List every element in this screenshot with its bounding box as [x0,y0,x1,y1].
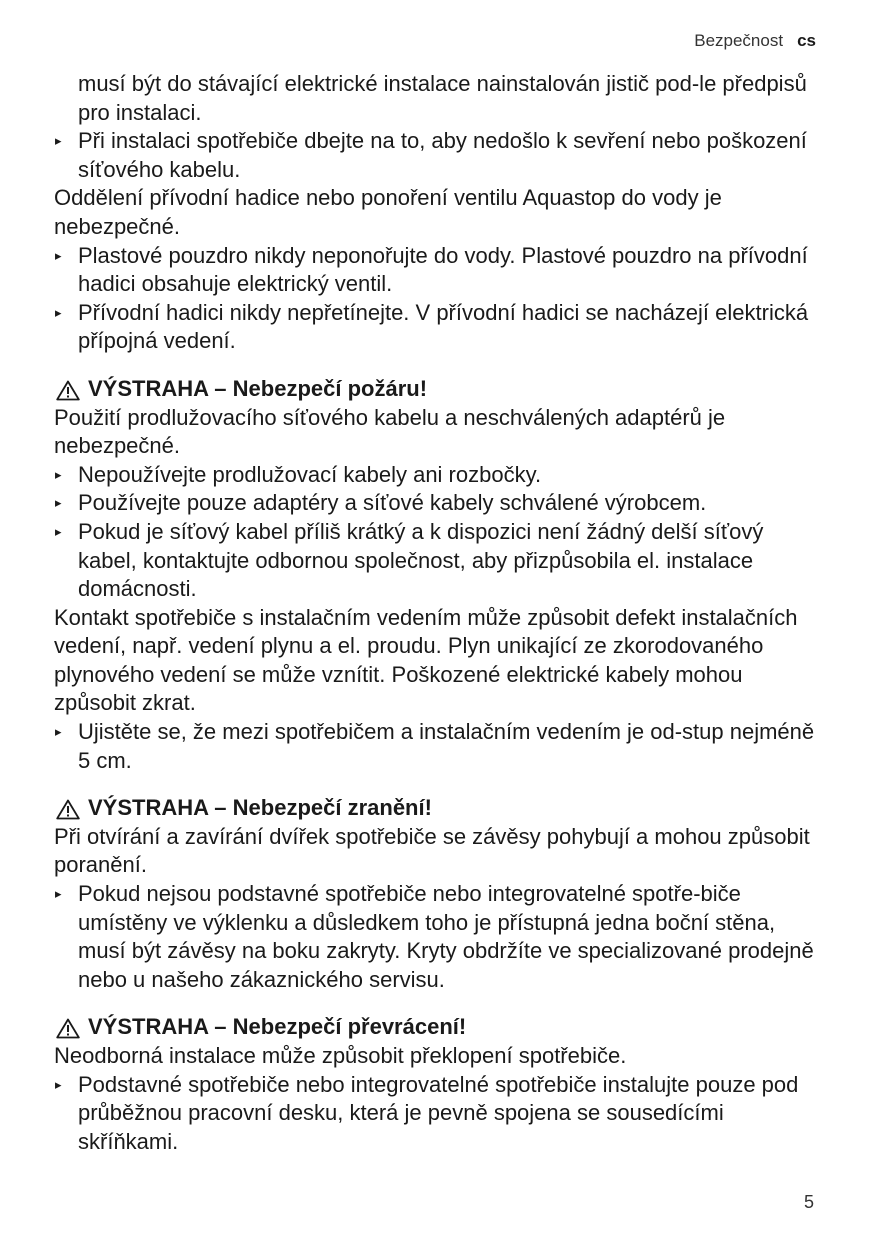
warning-heading-injury [54,794,824,823]
warning-triangle-icon [56,380,80,401]
paragraph: Použití prodlužovacího síťového kabelu a neschválených adaptérů je nebezpečné. [54,404,726,459]
list-item-text: Podstavné spotřebiče nebo integrovatelné spotřebiče instalujte pouze pod průběžnou pracovní desku, která je pevně spojena se sousedícími skříňkami. [78,1071,799,1154]
section-title: Bezpečnost [694,31,784,50]
page-content [54,70,824,1156]
list-item [54,718,824,775]
bullet-marker: ▸ [55,495,62,511]
warning-heading-tipping [54,1013,824,1042]
list-item-text: Pokud je síťový kabel příliš krátký a k dispozici není žádný delší síťový kabel, kontaktujte odbornou společnost, aby přizpůsobila el. instalace domácnosti. [78,518,764,602]
bullet-marker: ▸ [55,466,62,482]
warning-title: VÝSTRAHA – Nebezpečí převrácení! [88,1014,467,1040]
list-item [54,518,824,604]
warning-triangle-icon [56,799,80,820]
list-item-text: Při instalaci spotřebiče dbejte na to, aby nedošlo k sevření nebo poškození síťového kabelu. [78,128,807,182]
list-item [54,489,824,518]
bullet-marker: ▸ [55,133,62,149]
list-item [54,1071,824,1157]
list-item-text: Nepoužívejte prodlužovací kabely ani rozbočky. [78,461,542,487]
page-number: 5 [803,1192,814,1212]
paragraph: Neodborná instalace může způsobit překlopení spotřebiče. [54,1043,627,1068]
paragraph: Kontakt spotřebiče s instalačním vedením může způsobit defekt instalačních vedení, např. vedení plynu a el. proudu. Plyn unikající ze zkorodovaného plynového vedení se může vznítit. Poškozené elektrické kabely mohou způsobit zkrat. [54,604,798,716]
list-item-text: Ujistěte se, že mezi spotřebičem a instalačním vedením je od-stup nejméně 5 cm. [78,719,815,773]
warning-title: VÝSTRAHA – Nebezpečí požáru! [88,375,428,401]
bullet-marker: ▸ [55,724,62,740]
list-item-text: Plastové pouzdro nikdy neponořujte do vody. Plastové pouzdro na přívodní hadici obsahuje elektrický ventil. [78,242,808,297]
paragraph: Při otvírání a zavírání dvířek spotřebiče se závěsy pohybují a mohou způsobit poranění. [54,823,810,878]
bullet-marker: ▸ [55,304,62,320]
list-item [54,127,824,184]
list-item-text: Používejte pouze adaptéry a síťové kabely schválené výrobcem. [78,490,707,516]
continued-paragraph: musí být do stávající elektrické instalace nainstalován jistič pod-le předpisů pro instalaci. [78,71,807,125]
bullet-marker: ▸ [55,886,62,902]
list-item-text: Přívodní hadici nikdy nepřetínejte. V přívodní hadici se nacházejí elektrická přípojná vedení. [78,299,809,354]
warning-heading-fire [54,375,824,404]
bullet-marker: ▸ [55,247,62,263]
bullet-marker: ▸ [55,523,62,539]
list-item [54,242,824,299]
list-item-text: Pokud nejsou podstavné spotřebiče nebo integrovatelné spotře-biče umístěny ve výklenku a důsledkem toho je přístupná jedna boční stěna, musí být závěsy na boku zakryty. Kryty obdržíte ve specializované prodejně nebo u našeho zákaznického servisu. [78,881,814,992]
warning-title: VÝSTRAHA – Nebezpečí zranění! [88,795,432,821]
bullet-marker: ▸ [55,1076,62,1092]
list-item [54,461,824,490]
running-header [694,31,816,51]
list-item [54,880,824,994]
list-item [54,299,824,356]
language-code: cs [797,31,816,50]
paragraph: Oddělení přívodní hadice nebo ponoření ventilu Aquastop do vody je nebezpečné. [54,185,722,239]
warning-triangle-icon [56,1018,80,1039]
